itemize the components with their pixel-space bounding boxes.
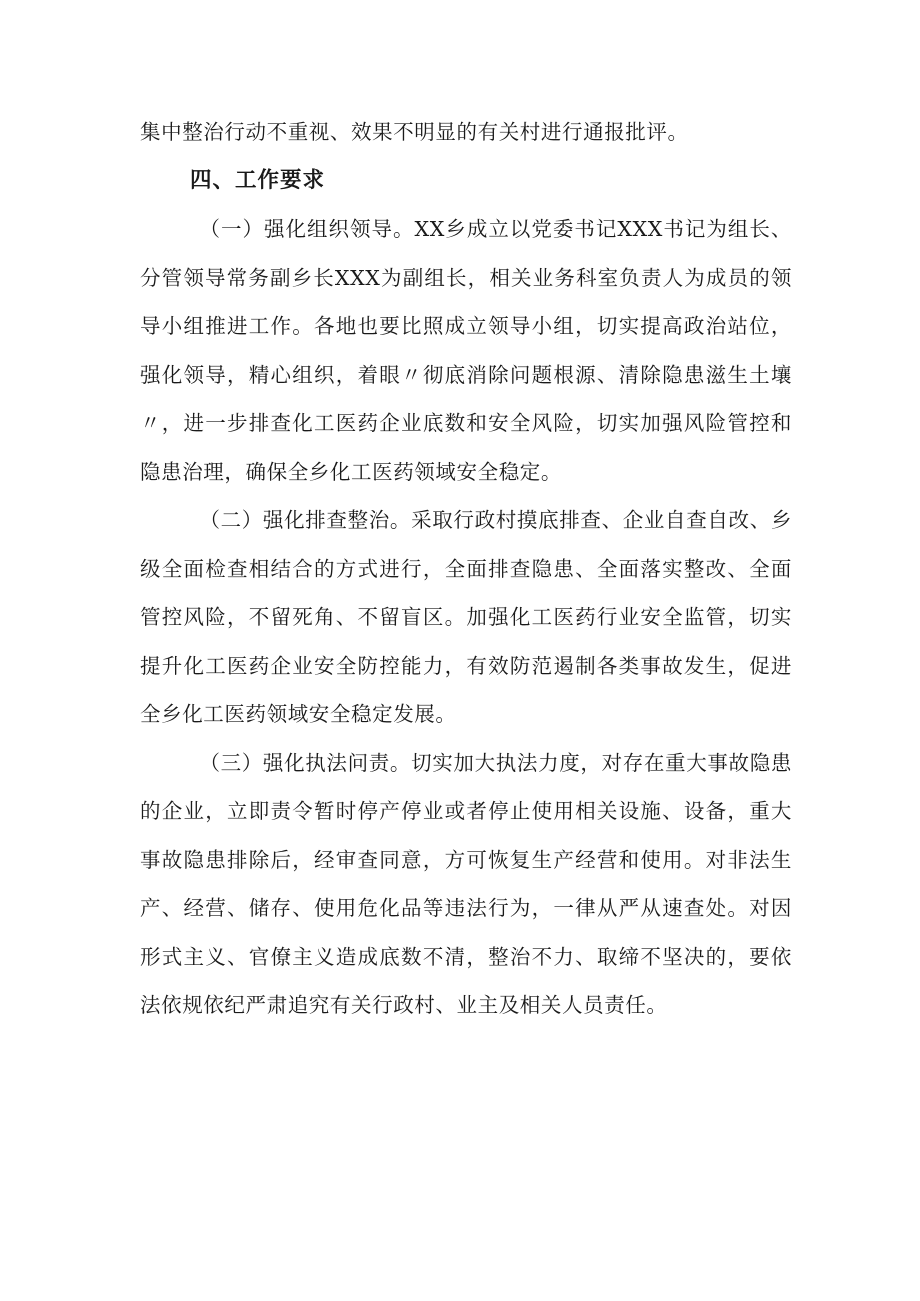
section-heading: 四、工作要求 — [190, 167, 326, 193]
paragraph-inspection-rectification: （二）强化排查整治。采取行政村摸底排查、企业自查自改、乡级全面检查相结合的方式进行，全面排查隐患、全面落实整改、全面管控风险，不留死角、不留盲区。加强化工医药行业安全监管，切实提升化工医药企业安全防控能力，有效防范遏制各类事故发生，促进全乡化工医药领域安全稳定发展。 — [140, 508, 792, 726]
document-body — [140, 108, 792, 1030]
paragraph-enforcement-accountability: （三）强化执法问责。切实加大执法力度，对存在重大事故隐患的企业，立即责令暂时停产停业或者停止使用相关设施、设备，重大事故隐患排除后，经审查同意，方可恢复生产经营和使用。对非法生产、经营、储存、使用危化品等违法行为，一律从严从速查处。对因形式主义、官僚主义造成底数不清，整治不力、取缔不坚决的，要依法依规依纪严肃追究有关行政村、业主及相关人员责任。 — [140, 750, 792, 1017]
paragraph-organization-leadership: （一）强化组织领导。XX乡成立以党委书记XXX书记为组长、分管领导常务副乡长XXX为副组长，相关业务科室负责人为成员的领导小组推进工作。各地也要比照成立领导小组，切实提高政治站位，强化领导，精心组织，着眼〃彻底消除问题根源、清除隐患滋生土壤〃，进一步排查化工医药企业底数和安全风险，切实加强风险管控和隐患治理，确保全乡化工医药领域安全稳定。 — [140, 217, 792, 484]
continuation-paragraph: 集中整治行动不重视、效果不明显的有关村进行通报批评。 — [140, 120, 689, 144]
